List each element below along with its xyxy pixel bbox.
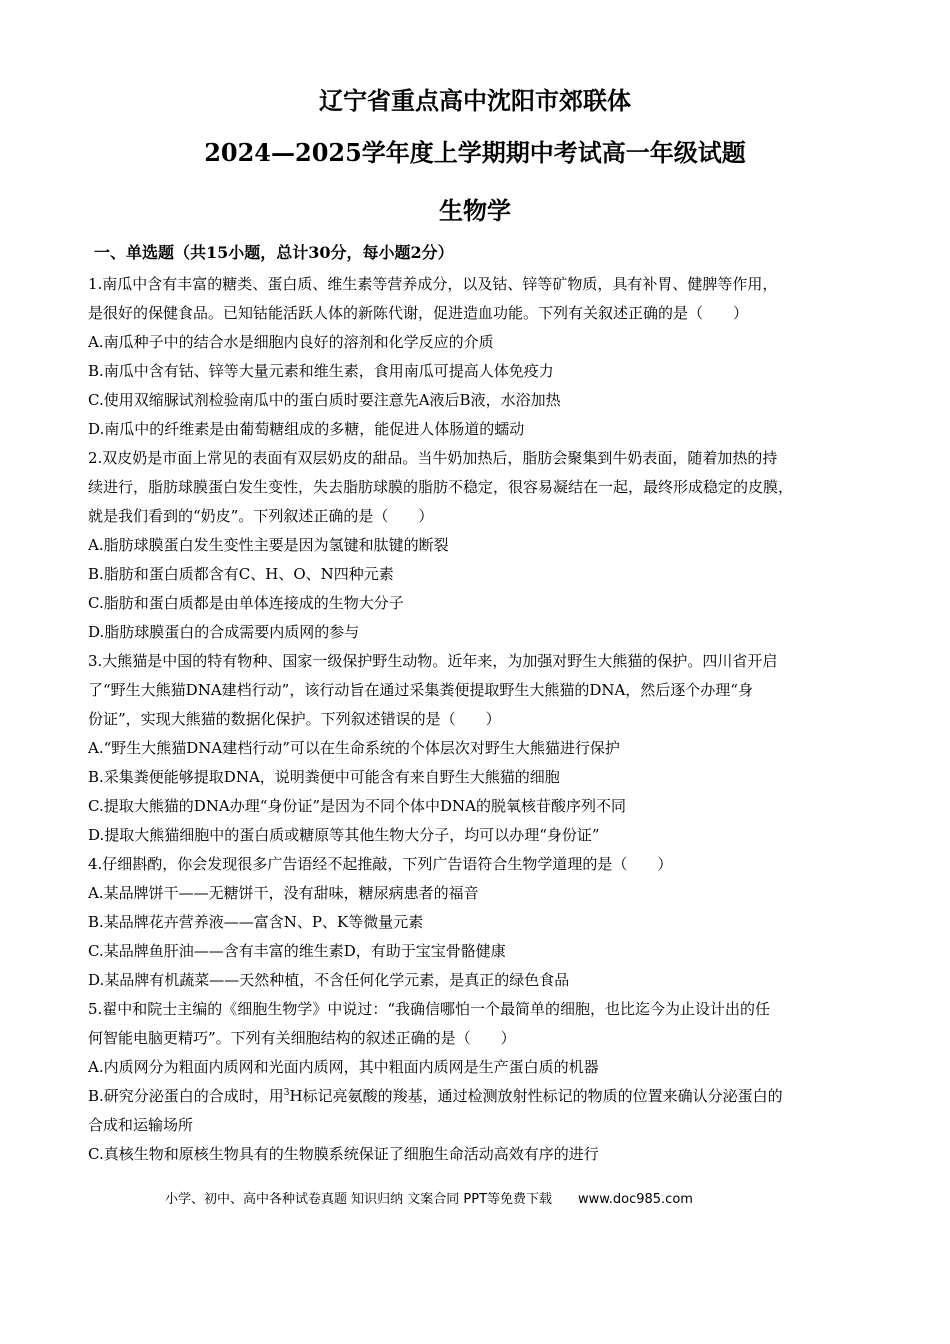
- question-2: [88, 444, 873, 647]
- question-5: [88, 995, 873, 1169]
- option-a: A.脂肪球膜蛋白发生变性主要是因为氢键和肽键的断裂: [88, 536, 449, 554]
- option-b-continuation: 合成和运输场所: [88, 1116, 194, 1134]
- option-b: B.某品牌花卉营养液——富含N、P、K等微量元素: [88, 913, 424, 931]
- question-stem-line: 2.双皮奶是市面上常见的表面有双层奶皮的甜品。当牛奶加热后，脂肪会聚集到牛奶表面，随着加热的持: [88, 449, 778, 467]
- option-b: B.南瓜中含有钴、锌等大量元素和维生素，食用南瓜可提高人体免疫力: [88, 362, 554, 380]
- option-c: C.真核生物和原核生物具有的生物膜系统保证了细胞生命活动高效有序的进行: [88, 1145, 599, 1163]
- superscript-mass-number: 3: [283, 1088, 290, 1098]
- option-b-text-end: H标记亮氨酸的羧基，通过检测放射性标记的物质的位置来确认分泌蛋白的: [289, 1087, 783, 1105]
- footer-url[interactable]: www.doc985.com: [578, 1192, 693, 1207]
- question-stem-line: 就是我们看到的“奶皮”。下列叙述正确的是（ ）: [88, 507, 434, 525]
- option-a: A.南瓜种子中的结合水是细胞内良好的溶剂和化学反应的介质: [88, 333, 494, 351]
- option-a: A.“野生大熊猫DNA建档行动”可以在生命系统的个体层次对野生大熊猫进行保护: [88, 739, 620, 757]
- option-c: C.某品牌鱼肝油——含有丰富的维生素D，有助于宝宝骨骼健康: [88, 942, 506, 960]
- option-b: [88, 1082, 873, 1111]
- option-c: C.提取大熊猫的DNA办理“身份证”是因为不同个体中DNA的脱氧核苷酸序列不同: [88, 797, 627, 815]
- question-stem-line: 份证”，实现大熊猫的数据化保护。下列叙述错误的是（ ）: [88, 710, 501, 728]
- question-list: [88, 270, 873, 1169]
- option-b: B.采集粪便能够提取DNA，说明粪便中可能含有来自野生大熊猫的细胞: [88, 768, 560, 786]
- option-d: D.南瓜中的纤维素是由葡萄糖组成的多糖，能促进人体肠道的蠕动: [88, 420, 525, 438]
- footer-text: 小学、初中、高中各种试卷真题 知识归纳 文案合同 PPT等免费下载: [165, 1192, 553, 1207]
- option-c: C.脂肪和蛋白质都是由单体连接成的生物大分子: [88, 594, 404, 612]
- question-stem-line: 何智能电脑更精巧”。下列有关细胞结构的叙述正确的是（ ）: [88, 1029, 516, 1047]
- option-a: A.内质网分为粗面内质网和光面内质网，其中粗面内质网是生产蛋白质的机器: [88, 1058, 599, 1076]
- question-stem-line: 3.大熊猫是中国的特有物种、国家一级保护野生动物。近年来，为加强对野生大熊猫的保护。四川省开启: [88, 652, 778, 670]
- subject-title: 生物学: [439, 196, 511, 225]
- question-stem-line: 4.仔细斟酌，你会发现很多广告语经不起推敲，下列广告语符合生物学道理的是（ ）: [88, 855, 673, 873]
- question-3: [88, 647, 873, 850]
- question-stem-line: 了“野生大熊猫DNA建档行动”，该行动旨在通过采集粪便提取野生大熊猫的DNA，然后逐个办理“身: [88, 681, 753, 699]
- option-b: B.脂肪和蛋白质都含有C、H、O、N四种元素: [88, 565, 394, 583]
- option-a: A.某品牌饼干——无糖饼干，没有甜味，糖尿病患者的福音: [88, 884, 479, 902]
- question-stem-line: 5.翟中和院士主编的《细胞生物学》中说过：“我确信哪怕一个最简单的细胞，也比迄今为止设计出的任: [88, 1000, 770, 1018]
- option-d: D.脂肪球膜蛋白的合成需要内质网的参与: [88, 623, 360, 641]
- question-stem-line: 是很好的保健食品。已知钴能活跃人体的新陈代谢，促进造血功能。下列有关叙述正确的是（ ）: [88, 304, 749, 322]
- page-footer: [165, 1188, 693, 1212]
- option-c: C.使用双缩脲试剂检验南瓜中的蛋白质时要注意先A液后B液，水浴加热: [88, 391, 561, 409]
- section-heading: 一、单选题（共15小题，总计30分，每小题2分）: [94, 243, 454, 262]
- option-d: D.某品牌有机蔬菜——天然种植，不含任何化学元素，是真正的绿色食品: [88, 971, 570, 989]
- exam-title-line1: 辽宁省重点高中沈阳市郊联体: [319, 86, 631, 115]
- option-d: D.提取大熊猫细胞中的蛋白质或糖原等其他生物大分子，均可以办理“身份证”: [88, 826, 600, 844]
- question-stem-line: 续进行，脂肪球膜蛋白发生变性，失去脂肪球膜的脂肪不稳定，很容易凝结在一起，最终形成稳定的皮膜，: [88, 478, 794, 496]
- question-stem-line: 1.南瓜中含有丰富的糖类、蛋白质、维生素等营养成分，以及钴、锌等矿物质，具有补胃、健脾等作用，: [88, 275, 778, 293]
- question-4: [88, 850, 873, 995]
- question-1: [88, 270, 873, 444]
- exam-title-line2: 2024—2025学年度上学期期中考试高一年级试题: [204, 138, 746, 167]
- option-b-text-start: B.研究分泌蛋白的合成时，用: [88, 1087, 284, 1105]
